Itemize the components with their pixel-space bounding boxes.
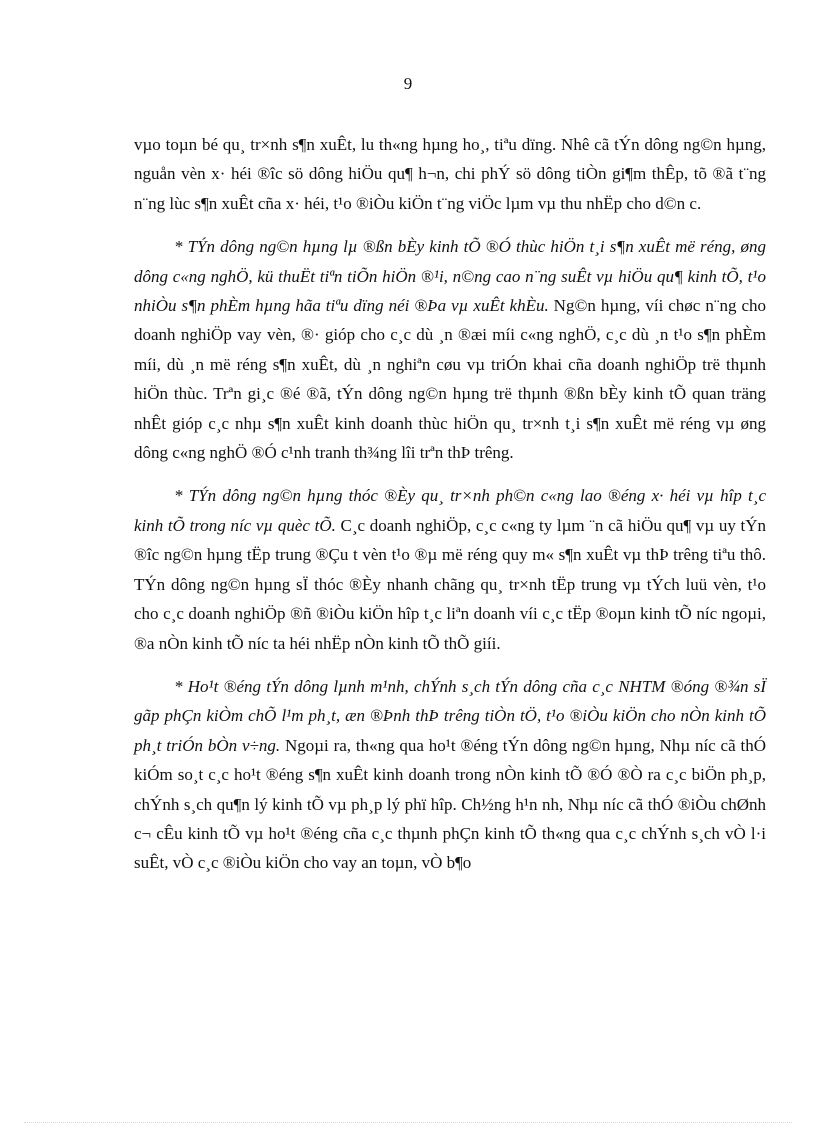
italic-lead-text: * TÝn dông ng©n hµng lµ ®ßn bÈy kinh tÕ ®Ó thùc hiÖn t¸i s¶n xuÊt më réng, øng dông c«ng nghÖ, kü thuËt tiªn tiÕn hiÖn ®¹i, n©ng cao n¨ng suÊt vµ hiÖu qu¶ kinh tÕ, t¹o nhiÒu s¶n phÈm hµng hãa tiªu dïng néi ®Þa vµ xuÊt khÈu. — [134, 237, 766, 316]
paragraph — [134, 232, 766, 467]
italic-lead-text: * TÝn dông ng©n hµng thóc ®Èy qu¸ tr×nh ph©n c«ng lao ®éng x· héi vµ hîp t¸c kinh tÕ trong níc vµ quèc tÕ. — [134, 486, 766, 535]
paragraph — [134, 672, 766, 878]
italic-lead-text: * Ho¹t ®éng tÝn dông lµnh m¹nh, chÝnh s¸ch tÝn dông cña c¸c NHTM ®óng ®¾n sÏ gãp phÇn kiÒm chÕ l¹m ph¸t, æn ®Þnh thÞ trêng tiÒn tÖ, t¹o ®iÒu kiÖn cho nÒn kinh tÕ ph¸t triÓn bÒn v÷ng. — [134, 676, 766, 755]
paragraph-text: C¸c doanh nghiÖp, c¸c c«ng ty lµm ¨n cã hiÖu qu¶ vµ uy tÝn ®îc ng©n hµng tËp trung ®Çu t vèn t¹o ®µ më réng quy m« s¶n xuÊt vµ thÞ trêng tiªu thô. TÝn dông ng©n hµng sÏ thóc ®Èy nhanh chãng qu¸ tr×nh tËp trung vµ tÝch luü vèn, t¹o cho c¸c doanh nghiÖp ®ñ ®iÒu kiÖn hîp t¸c liªn doanh víi c¸c tËp ®oµn kinh tÕ níc ngoµi, ®a nÒn kinh tÕ níc ta héi nhËp nÒn kinh tÕ thÕ giíi. — [134, 515, 766, 653]
document-body — [134, 130, 766, 892]
paragraph — [134, 130, 766, 218]
paragraph-text: Ng©n hµng, víi chøc n¨ng cho doanh nghiÖp vay vèn, ®· gióp cho c¸c dù ¸n ®æi míi c«ng nghÖ, c¸c dù ¸n t¹o s¶n phÈm míi, dù ¸n më réng s¶n xuÊt, dù ¸n nghiªn cøu vµ triÓn khai cña doanh nghiÖp trë thµnh hiÖn thùc. Trªn gi¸c ®é ®ã, tÝn dông ng©n hµng trë thµnh ®ßn bÈy kinh tÕ quan träng nhÊt gióp c¸c nhµ s¶n xuÊt kinh doanh thùc hiÖn qu¸ tr×nh t¸i s¶n xuÊt më réng vµ øng dông c«ng nghÖ ®Ó c¹nh tranh th¾ng lîi trªn thÞ trêng. — [134, 296, 766, 463]
paragraph-text: vµo toµn bé qu¸ tr×nh s¶n xuÊt, lu th«ng hµng ho¸, tiªu dïng. Nhê cã tÝn dông ng©n hµng, nguån vèn x· héi ®îc sö dông hiÖu qu¶ h¬n, chi phÝ sö dông tiÒn gi¶m thÊp, tõ ®ã t¨ng n¨ng lùc s¶n xuÊt cña x· héi, t¹o ®iÒu kiÖn t¨ng viÖc lµm vµ thu nhËp cho d©n c. — [134, 135, 766, 213]
paragraph-text: Ngoµi ra, th«ng qua ho¹t ®éng tÝn dông ng©n hµng, Nhµ níc cã thÓ kiÓm so¸t c¸c ho¹t ®éng s¶n xuÊt kinh doanh trong nÒn kinh tÕ ®Ó ®Ò ra c¸c biÖn ph¸p, chÝnh s¸ch qu¶n lý kinh tÕ vµ ph¸p lý phï hîp. Ch½ng h¹n nh, Nhµ níc cã thÓ ®iÒu chØnh c¬ cÊu kinh tÕ vµ ho¹t ®éng cña c¸c thµnh phÇn kinh tÕ th«ng qua c¸c chÝnh s¸ch vÒ l·i suÊt, vÒ c¸c ®iÒu kiÖn cho vay an toµn, vÒ b¶o — [134, 735, 766, 873]
page-number: 9 — [403, 74, 413, 93]
paragraph — [134, 481, 766, 657]
